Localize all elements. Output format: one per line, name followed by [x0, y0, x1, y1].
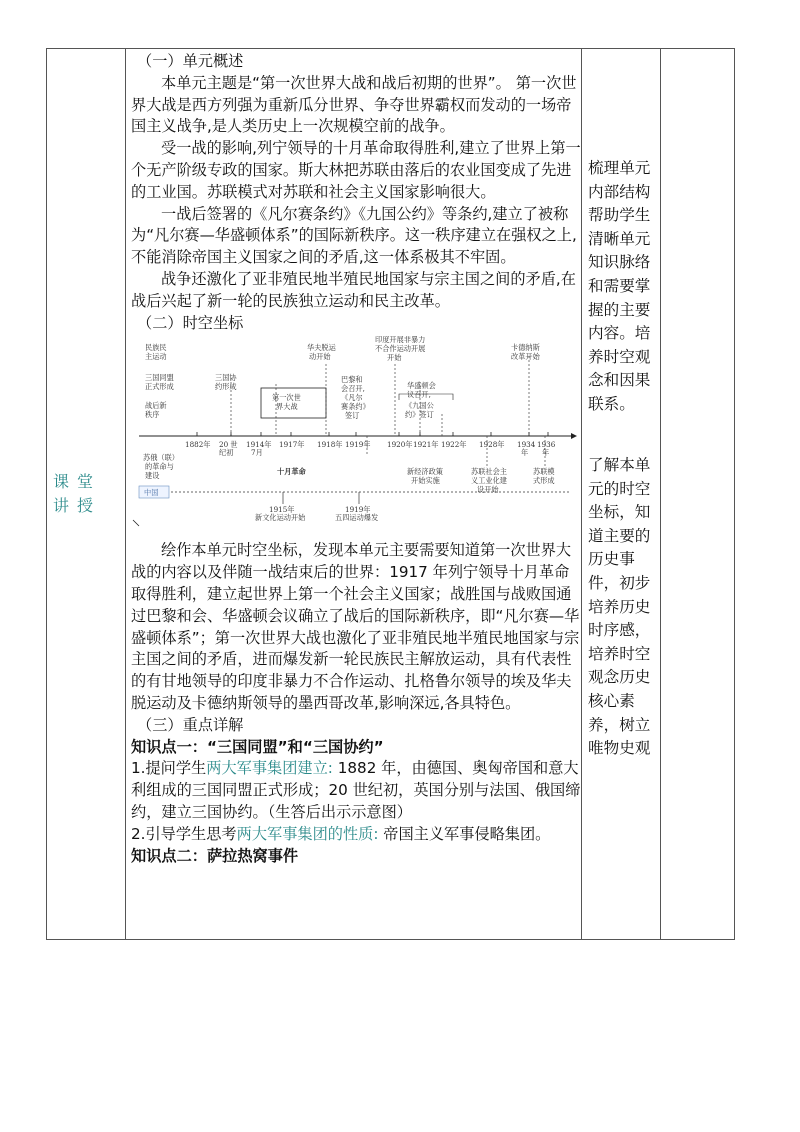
event-label: 建设 [145, 471, 160, 481]
item-prefix: 1.提问学生 [131, 759, 207, 778]
item-prefix: 2.引导学生思考 [131, 824, 237, 843]
event-label: 苏联模 [533, 467, 555, 477]
side-note-2: 了解本单元的时空坐标，知道主要的历史事件，初步培养历史时序感，培养时空观念历史核心素养，树立唯物史观 [588, 456, 651, 758]
event-label: 卡德纳斯 [511, 343, 540, 353]
year-label: 1914年 [246, 440, 272, 450]
event-label: 赛条约》 [341, 402, 370, 412]
event-label: 界大战 [276, 402, 298, 412]
china-event-label: 新文化运动开始 [255, 513, 306, 523]
year-label: 1936 [537, 440, 556, 450]
event-label: 签订 [345, 411, 360, 421]
knowledge-point-2-title: 知识点二：萨拉热窝事件 [131, 846, 299, 865]
column-divider [125, 49, 126, 939]
event-label: 《凡尔 [341, 393, 363, 403]
event-label: 约形成 [215, 382, 237, 392]
column-divider [581, 49, 582, 939]
overview-paragraph: 本单元主题是“第一次世界大战和战后初期的世界”。 第一次世界大战是西方列强为重新瓜分世界、争夺世界霸权而发动的一场帝国主义战争,是人类历史上一次规模空前的战争。 [131, 73, 577, 136]
row-label-cell [47, 49, 125, 939]
item-text: 1882 年，由德国、奥匈帝国和意大利组成的三国同盟正式形成；20 世纪初，英国分别与法国、俄国缔约，建立三国协约。（生答后出示示意图） [131, 759, 581, 821]
event-label: 新经济政策 [407, 467, 443, 477]
year-label: 1920年 [387, 440, 413, 450]
event-label: 改革开始 [511, 352, 540, 362]
year-label: 年 [542, 448, 550, 458]
event-label: 开始实施 [411, 476, 440, 486]
event-label: 秩序 [145, 410, 160, 420]
year-label: 7月 [251, 448, 263, 458]
year-label: 1918年 [317, 440, 343, 450]
china-label: 中国 [144, 488, 159, 498]
event-label: 主运动 [145, 352, 167, 362]
year-label: 1922年 [441, 440, 467, 450]
overview-paragraph: 受一战的影响,列宁领导的十月革命取得胜利,建立了世界上第一个无产阶级专政的国家。斯大林把苏联由落后的农业国变成了先进的工业国。苏联模式对苏联和社会主义国家影响很大。 [131, 139, 581, 201]
item-highlight: 两大军事集团建立: [206, 759, 333, 778]
event-label: 不合作运动开展 [375, 344, 426, 354]
year-label: 1921年 [413, 440, 439, 450]
event-label: 战后新 [145, 401, 167, 411]
event-label: 动开始 [309, 352, 331, 362]
knowledge-point-1-item-1 [131, 758, 581, 823]
axis-arrow-icon [571, 433, 577, 439]
event-label: 第一次世 [272, 393, 301, 403]
knowledge-point-1-item-2 [131, 824, 581, 846]
lesson-table [46, 48, 735, 940]
event-label: 巴黎和 [341, 375, 363, 385]
event-label: 苏联社会主 [471, 467, 507, 477]
item-highlight: 两大军事集团的性质: [236, 824, 379, 843]
event-label: 的革命与 [145, 462, 174, 472]
timeline-description: 绘作本单元时空坐标，发现本单元主要需要知道第一次世界大战的内容以及伴随一战结束后的世界：1917 年列宁领导十月革命取得胜利，建立起世界上第一个社会主义国家；战胜国与战败国通过巴黎和会、华盛顿会议确立了战后的国际新秩序，即“凡尔赛—华盛顿体系”；第一次世界大战也激化了亚非殖民地半殖民地国家与宗主国之间的矛盾，进而爆发新一轮民族民主解放运动，具有代表性的有甘地领导的印度非暴力不合作运动、扎格鲁尔领导的埃及华夫脱运动及卡德纳斯领导的墨西哥改革,影响深远,各具特色。 [131, 541, 580, 712]
year-label: 1882年 [185, 440, 211, 450]
row-label: 课堂讲授 [53, 472, 102, 515]
event-label: 义工业化建 [471, 476, 507, 486]
event-label: 华盛顿会 [407, 381, 436, 391]
item-text: 帝国主义军事侵略集团。 [378, 824, 551, 843]
event-label: 会召开, [341, 384, 365, 394]
year-label: 1919年 [345, 440, 371, 450]
event-label: 正式形成 [145, 382, 174, 392]
china-event-label: 五四运动爆发 [335, 513, 379, 523]
china-event-label: 1915年 [269, 505, 295, 515]
timeline-svg [131, 336, 581, 536]
event-label: 式形成 [533, 476, 555, 486]
section-heading-timeline: （二）时空坐标 [137, 313, 244, 332]
content-cell [131, 51, 581, 867]
section-heading-key-points: （三）重点详解 [137, 715, 244, 734]
event-label: 三国协 [215, 373, 237, 383]
year-label: 纪初 [219, 448, 234, 458]
event-label: 民族民 [145, 343, 167, 353]
china-event-label: 1919年 [345, 505, 371, 515]
side-note-1: 梳理单元内部结构帮助学生清晰单元知识脉络和需要掌握的主要内容。培养时空观念和因果联系。 [588, 159, 651, 413]
event-label: 约》签订 [405, 410, 434, 420]
event-label: 议召开, [407, 390, 431, 400]
event-label: 开始 [387, 353, 402, 363]
event-label: 华夫脱运 [307, 343, 336, 353]
year-label: 1928年 [479, 440, 505, 450]
year-label: 20 世 [219, 440, 238, 450]
year-label: 1917年 [279, 440, 305, 450]
section-heading-overview: （一）单元概述 [137, 52, 244, 70]
overview-paragraph: 一战后签署的《凡尔赛条约》《九国公约》等条约,建立了被称为“凡尔赛—华盛顿体系”的国际新秩序。这一秩序建立在强权之上,不能消除帝国主义国家之间的矛盾,这一体系极其不牢固。 [131, 204, 577, 267]
timeline-diagram [131, 336, 581, 536]
event-label: 十月革命 [277, 467, 306, 477]
year-label: 年 [521, 448, 529, 458]
event-label: 三国同盟 [145, 373, 174, 383]
year-label: 1934 [517, 440, 536, 450]
event-label: 印度开展非暴力 [375, 336, 426, 345]
knowledge-point-1-title: 知识点一：“三国同盟”和“三国协约” [131, 737, 384, 756]
overview-paragraph: 战争还激化了亚非殖民地半殖民地国家与宗主国之间的矛盾,在战后兴起了新一轮的民族独立运动和民主改革。 [131, 269, 576, 310]
event-label: 设开始 [477, 485, 499, 495]
event-label: 《九国公 [405, 401, 434, 411]
event-label: 苏俄（联） [143, 453, 179, 463]
